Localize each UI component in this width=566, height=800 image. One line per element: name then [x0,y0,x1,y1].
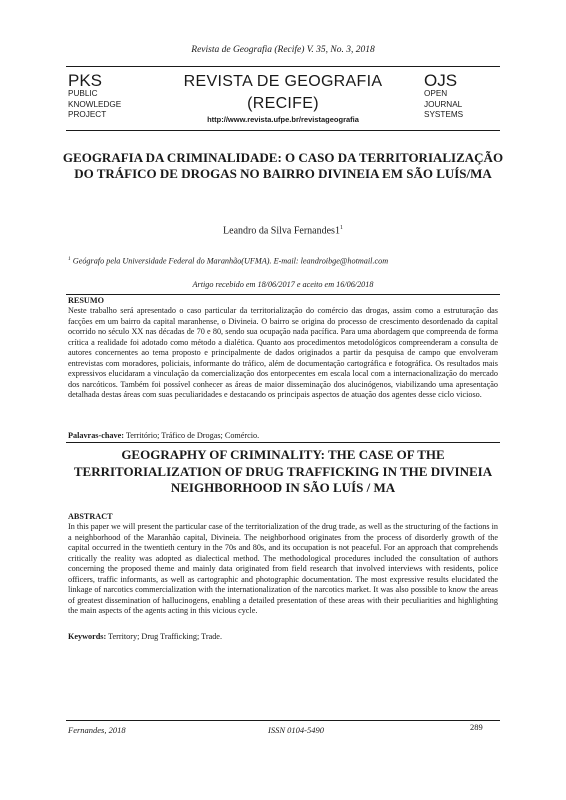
keywords [68,632,222,641]
ojs-logo-line: JOURNAL [424,99,463,109]
author-footnote-marker: 1 [339,225,343,231]
author-line [0,225,566,236]
affiliation-text: Geógrafo pela Universidade Federal do Maranhão(UFMA). E-mail: leandroibge@hotmail.com [70,256,389,266]
author-name: Leandro da Silva Fernandes1 [223,225,340,237]
ojs-logo-name: OJS [424,71,458,90]
pks-logo-line: PROJECT [68,110,107,119]
pks-logo-name: PKS [68,71,103,90]
abstract-text: In this paper we will present the particular case of the territorialization of the drug trade, as well as the structuring of the factions in a neighborhood of the Maranhão capital, Divineia. The neighborhood originates from the process of disorderly growth of the capital occurred in the twentieth century in the 70s and 80s, and its occupation is not peaceful. For an approach that comprehends critically the reality was adopted as dialectical method. The methodological procedures included the consultation of authors concerning the proposed theme and mainly data originated from field research that involved interviews with residents, police officers, traffic informants, as well as cartographic and photographic documentation. The most expressive results elucidated the linkage of narcotics commercialization with the internationalization of the narcotics market. It was also possible to know the areas of greatest dissemination of hallucinogens, enabling a detailed presentation of these areas with their peculiarities and highlighting the main aspects of the agents acting in this vicious cycle. [68,522,498,616]
pks-logo [68,72,121,121]
received-accepted-dates: Artigo recebido em 18/06/2017 e aceito em 16/06/2018 [192,280,374,289]
journal-citation: Revista de Geografia (Recife) V. 35, No. 3, 2018 [191,45,375,55]
keywords-text: Territory; Drug Trafficking; Trade. [106,632,222,641]
journal-title-line1: REVISTA DE GEOGRAFIA [183,73,383,90]
resumo-heading: RESUMO [68,296,104,305]
masthead-top-rule [66,66,500,67]
masthead-bottom-rule [66,130,500,131]
footer-author-year: Fernandes, 2018 [68,725,126,735]
ojs-logo-line: OPEN [424,89,448,98]
ojs-logo-line: SYSTEMS [424,110,464,119]
page-number: 289 [470,722,483,732]
palavras-chave-text: Território; Tráfico de Drogas; Comércio. [123,431,260,440]
author-affiliation [68,256,388,266]
keywords-label: Keywords: [68,632,107,641]
ojs-logo [424,72,463,121]
resumo-bottom-rule [66,442,500,443]
resumo-text: Neste trabalho será apresentado o caso particular da territorialização do comércio das drogas, assim como a estruturação das facções em um bairro da capital maranhense, o Divineia. O bairro se origina do processo de crescimento desordenado da capital ocorrido no século XX nas décadas de 70 e 80, sendo sua ocupação nada pacífica. Para uma abordagem que compreenda de forma crítica a realidade foi adotado como método a dialética. Quanto aos procedimentos metodológicos compreenderam a consulta de autores concernentes ao tema proposto e principalmente de dados originados a partir da pesquisa de campo que envolveram entrevistas com moradores, policiais, informante do tráfico, além de documentação cartográfica e fotográfica. Os resultados mais expressivos elucidaram a vinculação da comercialização dos entorpecentes em escala local com a internacionalização do mercado dos narcóticos. Também foi possível conhecer as áreas de maior disseminação dos alucinógenos, viabilizando uma apresentação detalhada destas áreas com suas peculiaridades e destacando os principais aspectos de atuação dos agentes desse ciclo vicioso. [68,306,498,400]
palavras-chave-label: Palavras-chave: [68,431,124,440]
journal-url-link[interactable]: http://www.revista.ufpe.br/revistageografia [207,115,359,124]
palavras-chave [68,431,259,440]
footer-rule [66,720,500,721]
journal-title [150,71,416,115]
article-title-english: GEOGRAPHY OF CRIMINALITY: THE CASE OF THE TERRITORIALIZATION OF DRUG TRAFFICKING IN THE DIVINEIA NEIGHBORHOOD IN SÃO LUÍS / MA [73,447,493,495]
article-title-portuguese: GEOGRAFIA DA CRIMINALIDADE: O CASO DA TERRITORIALIZAÇÃO DO TRÁFICO DE DROGAS NO BAIRRO DIVINEIA EM SÃO LUÍS/MA [62,150,504,181]
resumo-top-rule [66,294,500,295]
pks-logo-line: PUBLIC [68,89,98,98]
footer-issn: ISSN 0104-5490 [268,725,324,735]
affiliation-marker: 1 [68,256,71,262]
journal-title-line2: (RECIFE) [247,95,319,112]
abstract-heading: ABSTRACT [68,512,113,521]
pks-logo-line: KNOWLEDGE [68,99,122,109]
